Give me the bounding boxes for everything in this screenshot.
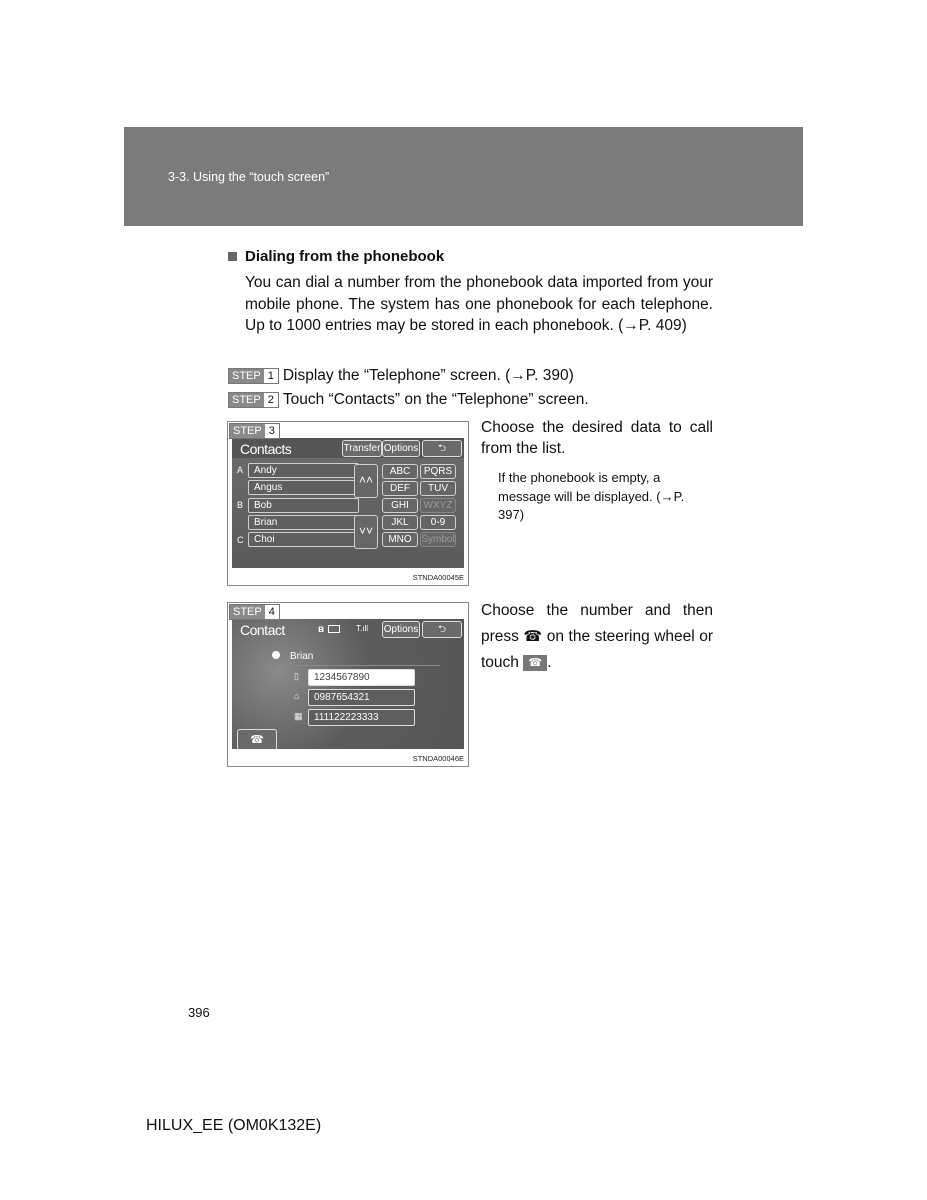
page-number: 396 (188, 1005, 210, 1020)
heading-text: Dialing from the phonebook (245, 248, 445, 265)
contacts-figure (227, 421, 469, 586)
step-badge: STEP 3 (229, 423, 280, 439)
index-letter[interactable]: B (237, 500, 244, 510)
header-band (124, 127, 803, 226)
scroll-down-button[interactable]: ˅˅ (354, 515, 378, 549)
intro-paragraph: You can dial a number from the phonebook data imported from your mobile phone. The system has one phonebook for each telephone. Up to 1000 entries may be stored in each phonebook. (→P. 409) (245, 274, 713, 334)
key-mno[interactable]: MNO (382, 532, 418, 547)
bullet-square-icon (228, 252, 237, 261)
step-1-text: Display the “Telephone” screen. (→P. 390) (282, 367, 574, 384)
call-button[interactable] (237, 729, 277, 749)
mobile-phone-icon: ▯ (294, 671, 299, 681)
contact-entry[interactable]: Choi (248, 532, 359, 547)
key-tuv[interactable]: TUV (420, 481, 456, 496)
contact-screen (232, 619, 464, 749)
section-heading (228, 248, 444, 265)
step-3-note: If the phonebook is empty, a message will be displayed. (→P. 397) (498, 470, 685, 522)
contact-entry[interactable]: Brian (248, 515, 359, 530)
key-jkl[interactable]: JKL (382, 515, 418, 530)
home-icon: ⌂ (294, 691, 300, 701)
phone-call-icon: ☎ (250, 734, 264, 746)
contact-entry[interactable]: Bob (248, 498, 359, 513)
step-badge: STEP 4 (229, 604, 280, 620)
figure-code: STNDA00045E (412, 573, 464, 582)
figure-code: STNDA00046E (412, 754, 464, 763)
step-1 (228, 367, 574, 385)
key-def[interactable]: DEF (382, 481, 418, 496)
person-icon (272, 651, 280, 659)
options-button[interactable]: Options (382, 440, 420, 457)
step-4-text: Choose the number and then press ☎ on the steering wheel or touch ☎ . (481, 602, 714, 671)
screen-call-button-icon: ☎ (523, 655, 547, 671)
steering-phone-icon: ☎ (523, 628, 543, 645)
scroll-up-button[interactable]: ˄˄ (354, 464, 378, 498)
screen-title: Contact (240, 622, 285, 638)
transfer-button[interactable]: Transfer (342, 440, 382, 457)
key-0-9[interactable]: 0-9 (420, 515, 456, 530)
key-pqrs[interactable]: PQRS (420, 464, 456, 479)
contact-name: Brian (290, 651, 314, 662)
index-letter[interactable]: A (237, 465, 244, 475)
office-icon: ▦ (294, 711, 303, 721)
screen-title: Contacts (240, 441, 292, 457)
contacts-screen (232, 438, 464, 568)
signal-icon: T.ıll (356, 624, 368, 633)
step-2-text: Touch “Contacts” on the “Telephone” screen. (282, 391, 589, 408)
phone-number-home[interactable]: 0987654321 (308, 689, 415, 706)
back-button[interactable]: ⮌ (422, 440, 462, 457)
phone-number-mobile[interactable]: 1234567890 (308, 669, 415, 686)
name-divider (290, 665, 440, 666)
index-letter[interactable]: C (237, 535, 244, 545)
section-label: 3-3. Using the “touch screen” (168, 170, 330, 184)
battery-icon (328, 625, 340, 633)
footer-code: HILUX_EE (OM0K132E) (146, 1117, 322, 1134)
key-symbol: Symbol (421, 534, 455, 545)
contact-entry[interactable]: Angus (248, 480, 359, 495)
contact-entry[interactable]: Andy (248, 463, 359, 478)
step-badge: STEP 2 (228, 392, 279, 408)
back-button[interactable]: ⮌ (422, 621, 462, 638)
step-3-text: Choose the desired data to call from the list. (481, 419, 713, 457)
step-badge: STEP 1 (228, 368, 279, 384)
key-wxyz: WXYZ (420, 498, 456, 513)
step-2 (228, 391, 589, 409)
key-ghi[interactable]: GHI (382, 498, 418, 513)
key-abc[interactable]: ABC (382, 464, 418, 479)
bluetooth-icon: ʙ (318, 624, 325, 635)
contact-figure (227, 602, 469, 767)
phone-number-office[interactable]: 111122223333 (308, 709, 415, 726)
options-button[interactable]: Options (382, 621, 420, 638)
